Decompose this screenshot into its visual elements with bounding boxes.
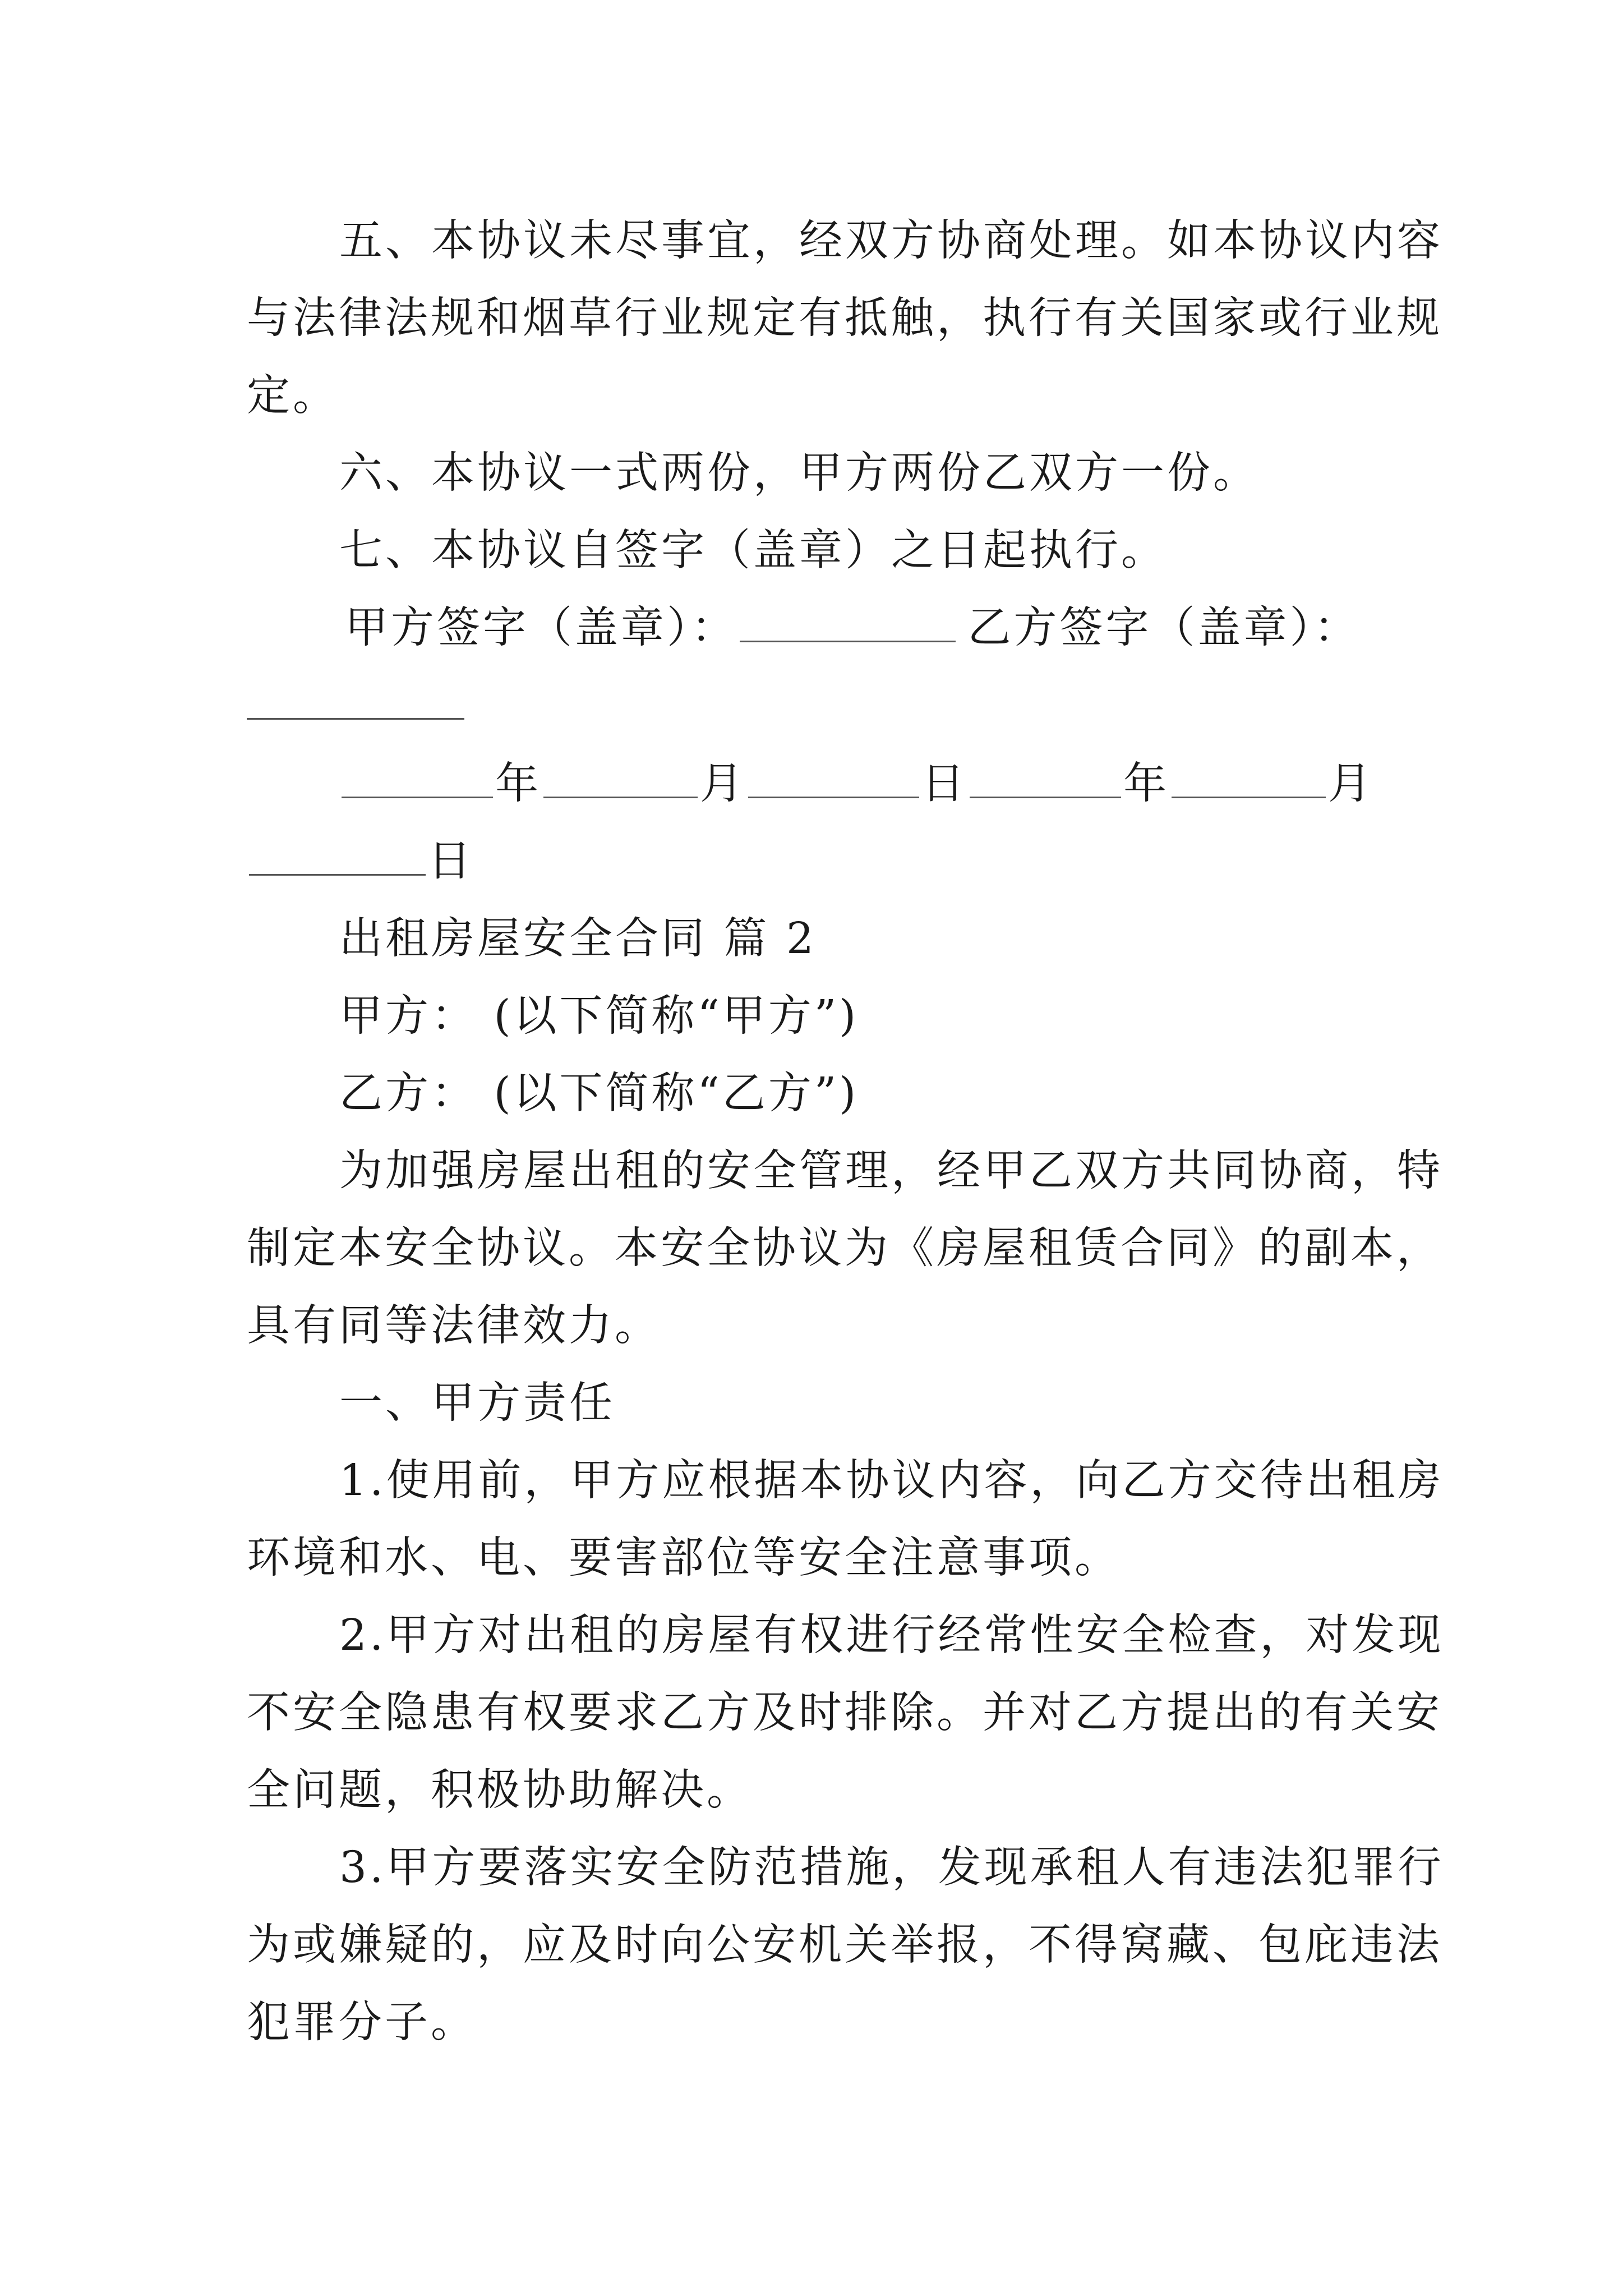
item-1-line-2: 环境和水、电、要害部位等安全注意事项。 bbox=[247, 1533, 1121, 1583]
clause-6: 六、本协议一式两份，甲方两份乙双方一份。 bbox=[339, 448, 1259, 498]
year-label-a: 年 bbox=[495, 759, 541, 809]
party-b-signature-blank[interactable] bbox=[247, 718, 464, 720]
day-label-a: 日 bbox=[921, 759, 967, 809]
party-a-day-blank[interactable] bbox=[748, 762, 919, 798]
party-b-line: 乙方： (以下简称“乙方”) bbox=[339, 1069, 859, 1119]
intro-line-3: 具有同等法律效力。 bbox=[247, 1301, 661, 1351]
month-label-a: 月 bbox=[700, 759, 746, 809]
intro-line-2: 制定本安全协议。本安全协议为《房屋租赁合同》的副本， bbox=[247, 1223, 1442, 1273]
intro-line-1: 为加强房屋出租的安全管理，经甲乙双方共同协商，特 bbox=[339, 1146, 1443, 1196]
clause-5-line-3: 定。 bbox=[247, 371, 339, 421]
clause-5-line-1: 五、本协议未尽事宜，经双方协商处理。如本协议内容 bbox=[339, 216, 1443, 266]
item-2-line-3: 全问题，积极协助解决。 bbox=[247, 1765, 753, 1815]
date-line bbox=[339, 756, 1374, 812]
party-b-month-blank[interactable] bbox=[1172, 762, 1326, 798]
date-line-continued bbox=[247, 834, 474, 890]
party-b-signature-label: 乙方签字（盖章）： bbox=[967, 603, 1360, 653]
item-2-line-1: 2.甲方对出租的房屋有权进行经常性安全检查，对发现 bbox=[339, 1611, 1444, 1660]
item-3-line-3: 犯罪分子。 bbox=[247, 1998, 477, 2047]
item-2-line-2: 不安全隐患有权要求乙方及时排除。并对乙方提出的有关安 bbox=[247, 1688, 1442, 1738]
month-label-b: 月 bbox=[1328, 759, 1374, 809]
party-b-year-blank[interactable] bbox=[970, 762, 1121, 798]
signature-line bbox=[345, 600, 1360, 656]
clause-5-line-2: 与法律法规和烟草行业规定有抵触，执行有关国家或行业规 bbox=[247, 293, 1442, 343]
party-a-signature-blank[interactable] bbox=[740, 606, 956, 642]
party-a-year-blank[interactable] bbox=[342, 762, 493, 798]
item-3-line-2: 为或嫌疑的，应及时向公安机关举报，不得窝藏、包庇违法 bbox=[247, 1920, 1442, 1970]
item-1-line-1: 1.使用前，甲方应根据本协议内容，向乙方交待出租房 bbox=[339, 1456, 1444, 1506]
item-3-line-1: 3.甲方要落实安全防范措施，发现承租人有违法犯罪行 bbox=[339, 1843, 1444, 1893]
heading-party-a-duties: 一、甲方责任 bbox=[339, 1378, 615, 1428]
year-label-b: 年 bbox=[1123, 759, 1169, 809]
clause-7: 七、本协议自签字（盖章）之日起执行。 bbox=[339, 526, 1167, 576]
party-a-month-blank[interactable] bbox=[543, 762, 698, 798]
party-b-day-blank[interactable] bbox=[249, 839, 426, 876]
section-title: 出租房屋安全合同 篇 2 bbox=[339, 914, 817, 964]
party-a-signature-label: 甲方签字（盖章）： bbox=[345, 603, 737, 653]
day-label-b: 日 bbox=[428, 836, 474, 886]
party-a-line: 甲方： (以下简称“甲方”) bbox=[339, 991, 859, 1041]
